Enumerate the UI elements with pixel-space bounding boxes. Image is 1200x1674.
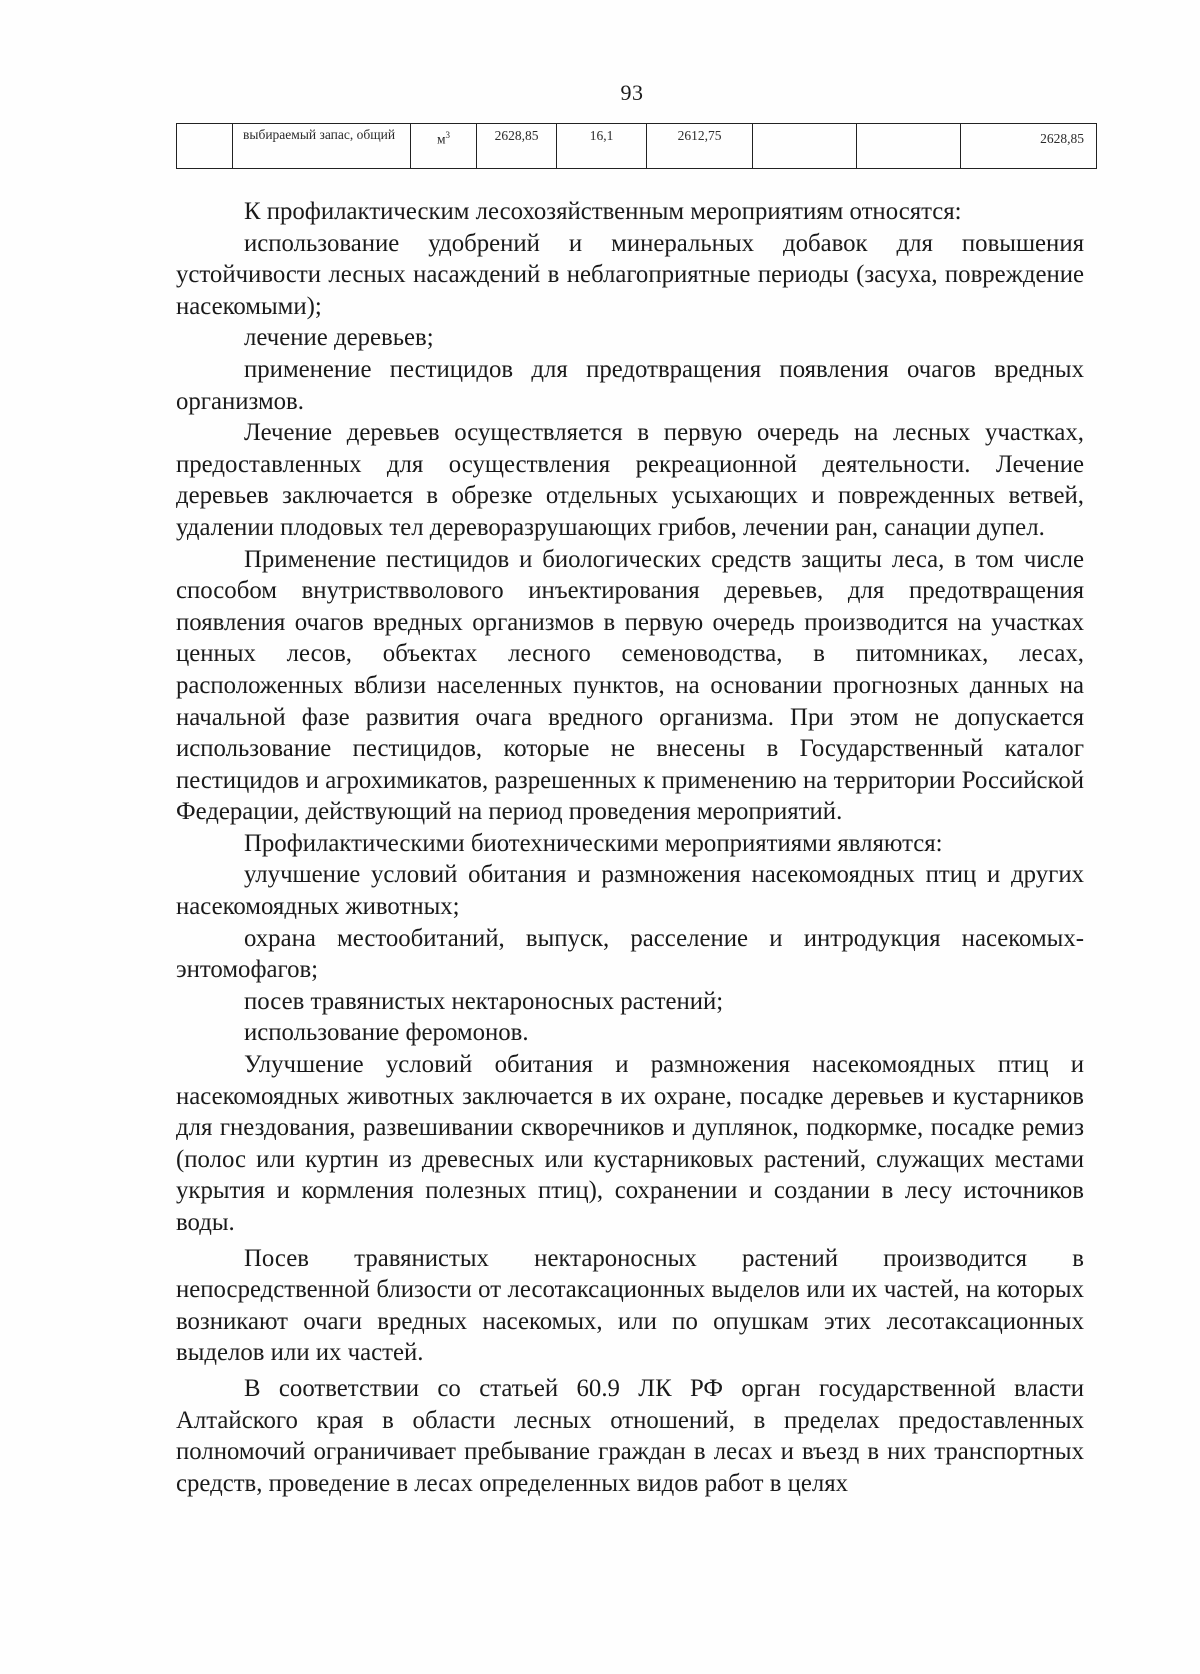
table-cell-value: 2628,85 [961, 124, 1097, 169]
paragraph: Профилактическими биотехническими мероприятиями являются: [244, 829, 943, 857]
paragraph: посев травянистых нектароносных растений; [244, 987, 724, 1015]
page-number: 93 [620, 80, 644, 105]
table-cell-value: 2612,75 [647, 124, 753, 169]
table-cell-index [177, 124, 233, 169]
paragraph: использование удобрений и минеральных добавок для повышения устойчивости лесных насаждений в неблагоприятные периоды (засуха, повреждение насекомыми); [176, 229, 1084, 320]
paragraph: Посев травянистых нектароносных растений производится в непосредственной близости от лесотаксационных выделов или их частей, на которых возникают очаги вредных насекомых, или по опушкам этих лесотаксационных выделов или их частей. [176, 1244, 1084, 1367]
table-cell-value [753, 124, 857, 169]
table-cell-value [857, 124, 961, 169]
table-cell-value: 16,1 [557, 124, 647, 169]
paragraph: Применение пестицидов и биологических средств защиты леса, в том числе способом внутриствволового инъектирования деревьев, для предотвращения появления очагов вредных организмов в первую очередь производится на участках ценных лесов, объектах лесного семеноводства, в питомниках, лесах, расположенных вблизи населенных пунктов, на основании прогнозных данных на начальной фазе развития очага вредного организма. При этом не допускается использование пестицидов, которые не внесены в Государственный каталог пестицидов и агрохимикатов, разрешенных к применению на территории Российской Федерации, действующий на период проведения мероприятий. [176, 545, 1084, 826]
unit-superscript: 3 [445, 130, 451, 140]
paragraph: Лечение деревьев осуществляется в первую очередь на лесных участках, предоставленных для осуществления рекреационной деятельности. Лечение деревьев заключается в обрезке отдельных усыхающих и поврежденных ветвей, удалении плодовых тел дереворазрушающих грибов, лечении ран, санации дупел. [176, 419, 1084, 541]
paragraph: применение пестицидов для предотвращения появления очагов вредных организмов. [176, 355, 1084, 415]
paragraph: В соответствии со статьей 60.9 ЛК РФ орган государственной власти Алтайского края в области лесных отношений, в пределах предоставленных полномочий ограничивает пребывание граждан в лесах и въезд в них транспортных средств, проведение в лесах определенных видов работ в целях [176, 1374, 1084, 1497]
table-cell-label: выбираемый запас, общий [233, 124, 411, 169]
table-cell-value: 2628,85 [477, 124, 557, 169]
paragraph: К профилактическим лесохозяйственным мероприятиям относятся: [244, 198, 962, 225]
paragraph: охрана местообитаний, выпуск, расселение и интродукция насекомых-энтомофагов; [176, 924, 1084, 984]
paragraph: лечение деревьев; [244, 324, 434, 352]
data-table [176, 123, 1097, 169]
paragraph: использование феромонов. [244, 1019, 529, 1047]
body-text [176, 196, 1084, 1499]
paragraph: улучшение условий обитания и размножения насекомоядных птиц и других насекомоядных животных; [176, 861, 1084, 921]
table-row [177, 124, 1097, 169]
paragraph: Улучшение условий обитания и размножения насекомоядных птиц и насекомоядных животных заключается в их охране, посадке деревьев и кустарников для гнездования, развешивании скворечников и дуплянок, подкормке, посадке ремиз (полос или куртин из древесных или кустарниковых растений, служащих местами укрытия и кормления полезных птиц), сохранении и создании в лесу источников воды. [176, 1051, 1084, 1236]
table-cell-unit [411, 124, 477, 169]
unit-base: м [436, 131, 446, 147]
